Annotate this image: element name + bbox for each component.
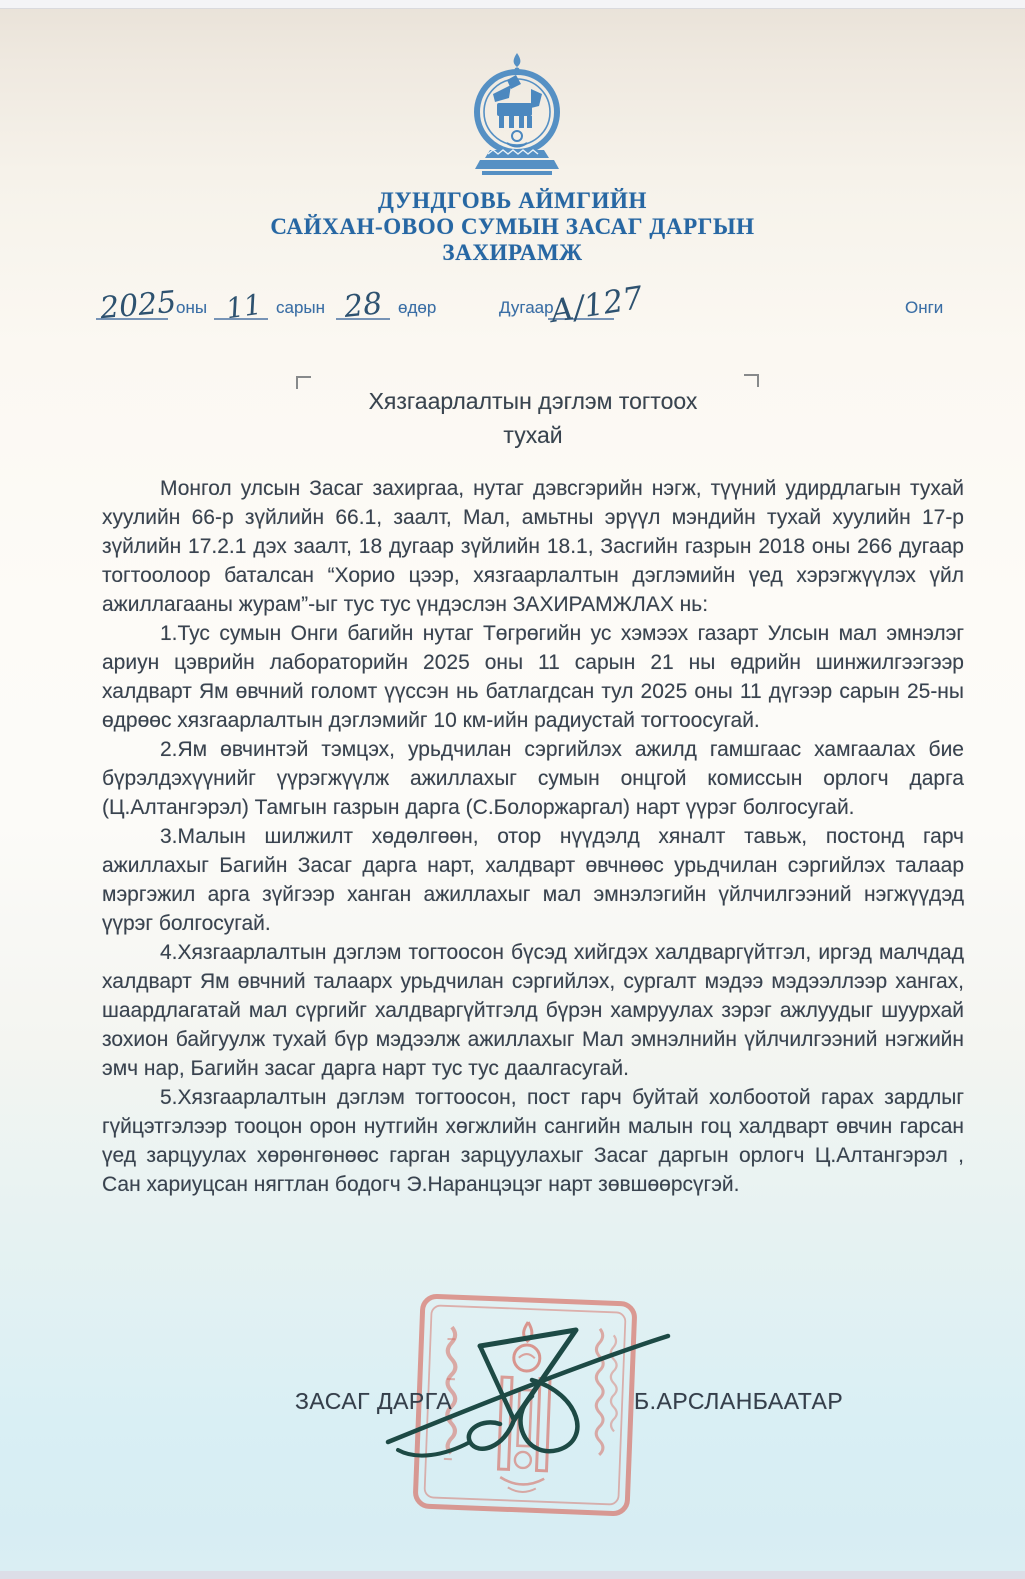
- signer-name: Б.АРСЛАНБААТАР: [634, 1388, 844, 1414]
- date-number-row: [0, 279, 1025, 336]
- number-label: Дугаар: [499, 298, 554, 317]
- handwritten-month: 11: [223, 287, 264, 326]
- decree-title-line2: тухай: [503, 422, 563, 448]
- place-name: Онги: [905, 298, 944, 317]
- decree-item-2: 2.Ям өвчинтэй тэмцэх, урьдчилан сэргийлэх ажилд гамшгаас хамгаалах бие бүрэлдэхүүнийг үүрэгжүүлж ажиллахыг сумын онцгой комиссын орлогч дарга (Ц.Алтангэрэл) Тамгын газрын дарга (С.Болоржаргал) нарт үүрэг болгосугай.: [102, 738, 964, 819]
- signer-position: ЗАСАГ ДАРГА: [295, 1388, 453, 1414]
- number-blank-line: [547, 279, 646, 331]
- year-blank-line: [96, 284, 178, 327]
- decree-item-4: 4.Хязгаарлалтын дэглэм тогтоосон бүсэд хийгдэх халдваргүйтгэл, иргэд малчдад халдварт Ям өвчний талаарх урьдчилан сэргийлэх, сургалт мэдээ мэдээллээр хангах, шаардлагатай мал сүргийг халдваргүйтгэлд бүрэн хамруулах зэрэг ажлуудыг шуурхай зохион байгуулж тухай бүр мэдээлж ажиллахыг Мал эмнэлнийн үйлчилгээний нэгжийн эмч нар, Багийн засаг дарга нарт тус тус даалгасугай.: [102, 941, 964, 1080]
- month-blank-line: [214, 284, 268, 326]
- month-label: сарын: [276, 298, 326, 317]
- preamble-paragraph: Монгол улсын Засаг захиргаа, нутаг дэвсгэрийн нэгж, түүний удирдлагын тухай хуулийн 66-р зүйлийн 66.1, заалт, Мал, амьтны эрүүл мэндийн тухай хуулийн 17-р зүйлийн 17.2.1 дэх заалт, 18 дугаар зүйлийн 18.1, Засгийн газрын 2018 оны 266 дугаар тогтоолоор баталсан “Хорио цээр, хязгаарлалтын дэглэмийн үед хэрэгжүүлэх үйл ажиллагааны журам”-ыг тус тус үндэслэн ЗАХИРАМЖЛАХ нь:: [102, 477, 964, 616]
- decree-title-line1: Хязгаарлалтын дэглэм тогтоох: [368, 388, 698, 414]
- org-name-line1: ДУНДГОВЬ АЙМГИЙН: [377, 188, 648, 213]
- letterhead: [0, 188, 1025, 266]
- decree-item-1: 1.Тус сумын Онги багийн нутаг Төгрөгийн ус хэмээх газарт Улсын мал эмнэлэг ариун цэврийн лабораторийн 2025 оны 11 сарын 21 ны өдрийн шинжилгээгээр халдварт Ям өвчний голомт үүссэн нь батлагдсан тул 2025 оны 11 дүгээр сарын 25-ны өдрөөс хязгаарлалтын дэглэмийг 10 км-ийн радиустай тогтоосугай.: [102, 622, 964, 732]
- decree-body: [102, 474, 964, 1199]
- decree-item-5: 5.Хязгаарлалтын дэглэм тогтоосон, пост гарч буйтай холбоотой гарах зардлыг гүйцэтгэлээр тооцон орон нутгийн хөгжлийн сангийн малын гоц халдварт өвчин гарсан үед зарцуулах хөрөнгөнөөс гарган зарцуулахыг Засаг даргын орлогч Ц.Алтангэрэл , Сан хариуцсан нягтлан бодогч Э.Наранцэцэг нарт зөвшөөрсүгэй.: [102, 1086, 964, 1196]
- decree-title: [102, 384, 964, 452]
- year-label: оны: [176, 298, 208, 317]
- photo-top-edge: [0, 0, 1025, 9]
- org-name-line2: САЙХАН-ОВОО СУМЫН ЗАСАГ ДАРГЫН: [270, 214, 755, 239]
- handwritten-year: 2025: [98, 284, 178, 327]
- handwritten-number: А/127: [547, 279, 646, 331]
- handwritten-day: 28: [342, 286, 384, 325]
- photo-bottom-edge: [0, 1571, 1025, 1579]
- document-type: ЗАХИРАМЖ: [442, 240, 583, 265]
- day-label: өдөр: [398, 298, 437, 317]
- decree-item-3: 3.Малын шилжилт хөдөлгөөн, отор нүүдэлд хяналт тавьж, постонд гарч ажиллахыг Багийн Засаг дарга нарт, халдварт өвчнөөс урьдчилан сэргийлэх талаар мэргэжил арга зүйгээр ханган ажиллахыг мал эмнэлэгийн үйлчилгээний нэгжүүдэд үүрэг болгосугай.: [102, 825, 964, 935]
- day-blank-line: [336, 284, 390, 325]
- mongolia-state-emblem-icon: [452, 50, 582, 182]
